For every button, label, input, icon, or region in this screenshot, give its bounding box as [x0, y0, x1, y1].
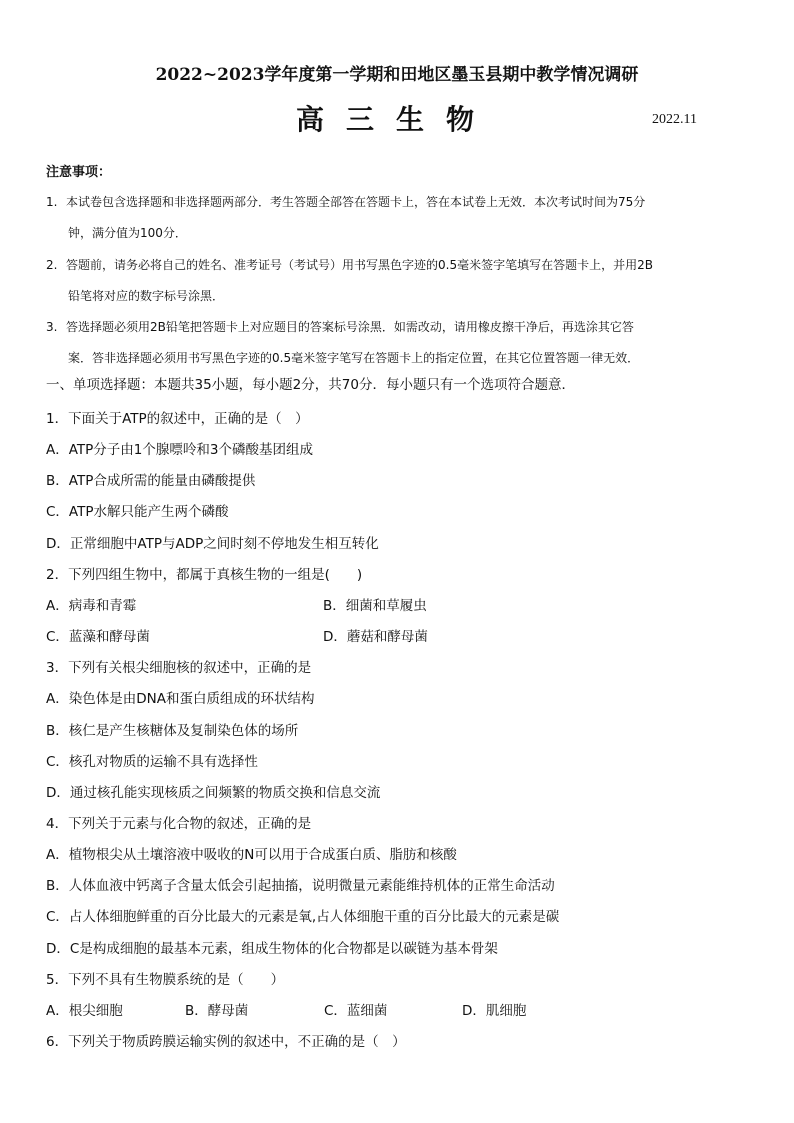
exam-header-title: 2022~2023学年度第一学期和田地区墨玉县期中教学情况调研: [155, 65, 639, 85]
question-4-option-c: C．占人体细胞鲜重的百分比最大的元素是氧,占人体细胞干重的百分比最大的元素是碳: [46, 909, 560, 925]
note-number: 1.: [46, 195, 58, 209]
exam-date: 2022.11: [652, 112, 697, 127]
question-5-option-c: C．蓝细菌: [324, 1003, 388, 1019]
note-text-continued: 钟，满分值为100分．: [68, 226, 187, 240]
question-5-option-a: A．根尖细胞: [46, 1003, 123, 1019]
note-text: 答题前，请务必将自己的姓名、准考证号（考试号）用书写黑色字迹的0.5毫米签字笔填写在答题卡上，并用2B: [66, 258, 653, 272]
question-4-option-a: A．植物根尖从土壤溶液中吸收的N可以用于合成蛋白质、脂肪和核酸: [46, 847, 457, 863]
question-stem-3: 3．下列有关根尖细胞核的叙述中，正确的是: [46, 660, 312, 676]
question-stem-6: 6．下列关于物质跨膜运输实例的叙述中，不正确的是（ ）: [46, 1034, 406, 1050]
note-item-2: [46, 250, 751, 312]
notes-heading: 注意事项：: [46, 165, 112, 180]
question-2-option-c: C．蓝藻和酵母菌: [46, 629, 150, 645]
question-2-option-d: D．蘑菇和酵母菌: [323, 629, 428, 645]
question-3-option-a: A．染色体是由DNA和蛋白质组成的环状结构: [46, 691, 315, 707]
question-3-option-d: D．通过核孔能实现核质之间频繁的物质交换和信息交流: [46, 785, 381, 801]
question-stem-2: 2．下列四组生物中，都属于真核生物的一组是( ): [46, 567, 363, 583]
note-text: 本试卷包含选择题和非选择题两部分．考生答题全部答在答题卡上，答在本试卷上无效．本次考试时间为75分: [66, 195, 646, 209]
question-2-option-a: A．病毒和青霉: [46, 598, 137, 614]
question-stem-1: 1．下面关于ATP的叙述中，正确的是（ ）: [46, 411, 309, 427]
subject-title: 高三生物: [296, 103, 497, 136]
question-1-option-c: C．ATP水解只能产生两个磷酸: [46, 504, 229, 520]
note-item-1: [46, 187, 751, 249]
question-5-option-b: B．酵母菌: [185, 1003, 249, 1019]
note-text-continued: 铅笔将对应的数字标号涂黑．: [68, 289, 225, 303]
question-1-option-a: A．ATP分子由1个腺嘌呤和3个磷酸基团组成: [46, 442, 313, 458]
question-stem-4: 4．下列关于元素与化合物的叙述，正确的是: [46, 816, 312, 832]
question-4-option-b: B．人体血液中钙离子含量太低会引起抽搐，说明微量元素能维持机体的正常生命活动: [46, 878, 555, 894]
question-2-option-b: B．细菌和草履虫: [323, 598, 427, 614]
note-number: 2.: [46, 258, 58, 272]
section-heading: 一、单项选择题：本题共35小题，每小题2分，共70分．每小题只有一个选项符合题意．: [46, 377, 575, 393]
note-text: 答选择题必须用2B铅笔把答题卡上对应题目的答案标号涂黑．如需改动，请用橡皮擦干净后，再选涂其它答: [66, 320, 634, 334]
question-1-option-d: D．正常细胞中ATP与ADP之间时刻不停地发生相互转化: [46, 536, 379, 552]
question-4-option-d: D．C是构成细胞的最基本元素，组成生物体的化合物都是以碳链为基本骨架: [46, 941, 498, 957]
question-3-option-b: B．核仁是产生核糖体及复制染色体的场所: [46, 723, 299, 739]
question-3-option-c: C．核孔对物质的运输不具有选择性: [46, 754, 258, 770]
question-stem-5: 5．下列不具有生物膜系统的是（ ）: [46, 972, 285, 988]
question-5-option-d: D．肌细胞: [462, 1003, 527, 1019]
question-1-option-b: B．ATP合成所需的能量由磷酸提供: [46, 473, 256, 489]
note-text-continued: 案．答非选择题必须用书写黑色字迹的0.5毫米签字笔写在答题卡上的指定位置，在其它位置答题一律无效．: [68, 351, 640, 365]
note-item-3: [46, 312, 751, 374]
note-number: 3.: [46, 320, 58, 334]
